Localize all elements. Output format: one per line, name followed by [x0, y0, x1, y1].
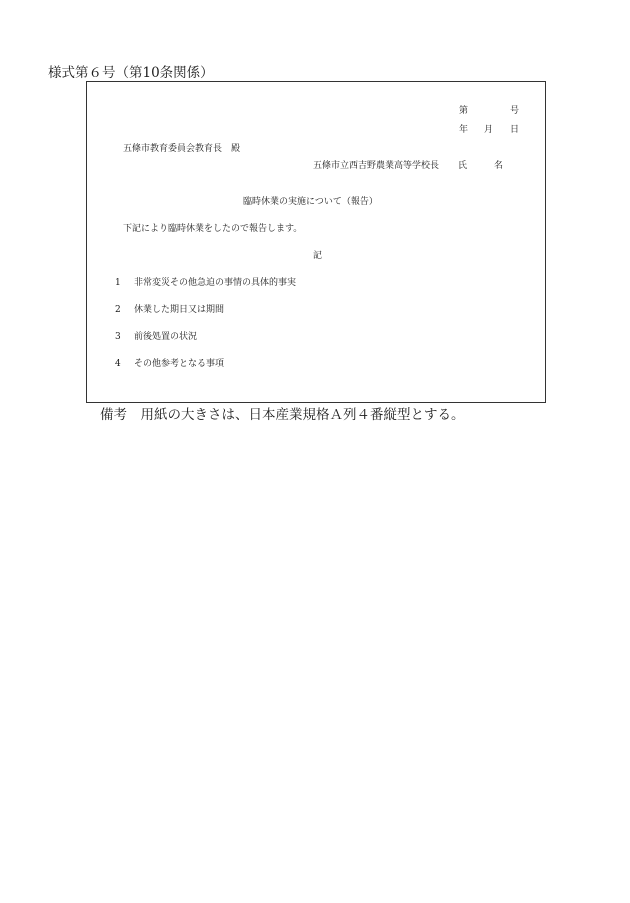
- date-year: 年: [459, 125, 469, 135]
- date-day: 日: [510, 125, 520, 135]
- item-number: 3: [115, 332, 121, 342]
- item-number: 4: [115, 359, 121, 369]
- item-text: その他参考となる事項: [134, 359, 225, 369]
- item-number: 1: [115, 278, 121, 288]
- ki-heading: 記: [313, 251, 323, 261]
- addressee: 五條市教育委員会教育長 殿: [123, 144, 241, 154]
- remarks-note: 備考 用紙の大きさは、日本産業規格Ａ列４番縦型とする。: [100, 407, 465, 423]
- document-number-dai: 第: [459, 106, 469, 116]
- intro-text: 下記により臨時休業をしたので報告します。: [123, 224, 303, 234]
- item-text: 前後処置の状況: [134, 332, 198, 342]
- item-text: 非常変災その他急迫の事情の具体的事実: [134, 278, 297, 288]
- form-number-label: 様式第６号（第10条関係）: [48, 65, 214, 81]
- item-text: 休業した期日又は期間: [134, 305, 225, 315]
- item-number: 2: [115, 305, 121, 315]
- report-form-frame: [86, 81, 546, 403]
- date-month: 月: [484, 125, 494, 135]
- sender-name-mei: 名: [494, 161, 504, 171]
- sender-name-shi: 氏: [458, 161, 468, 171]
- document-number-go: 号: [510, 106, 520, 116]
- document-title: 臨時休業の実施について（報告）: [243, 197, 378, 207]
- sender-school: 五條市立西吉野農業高等学校長: [313, 161, 440, 171]
